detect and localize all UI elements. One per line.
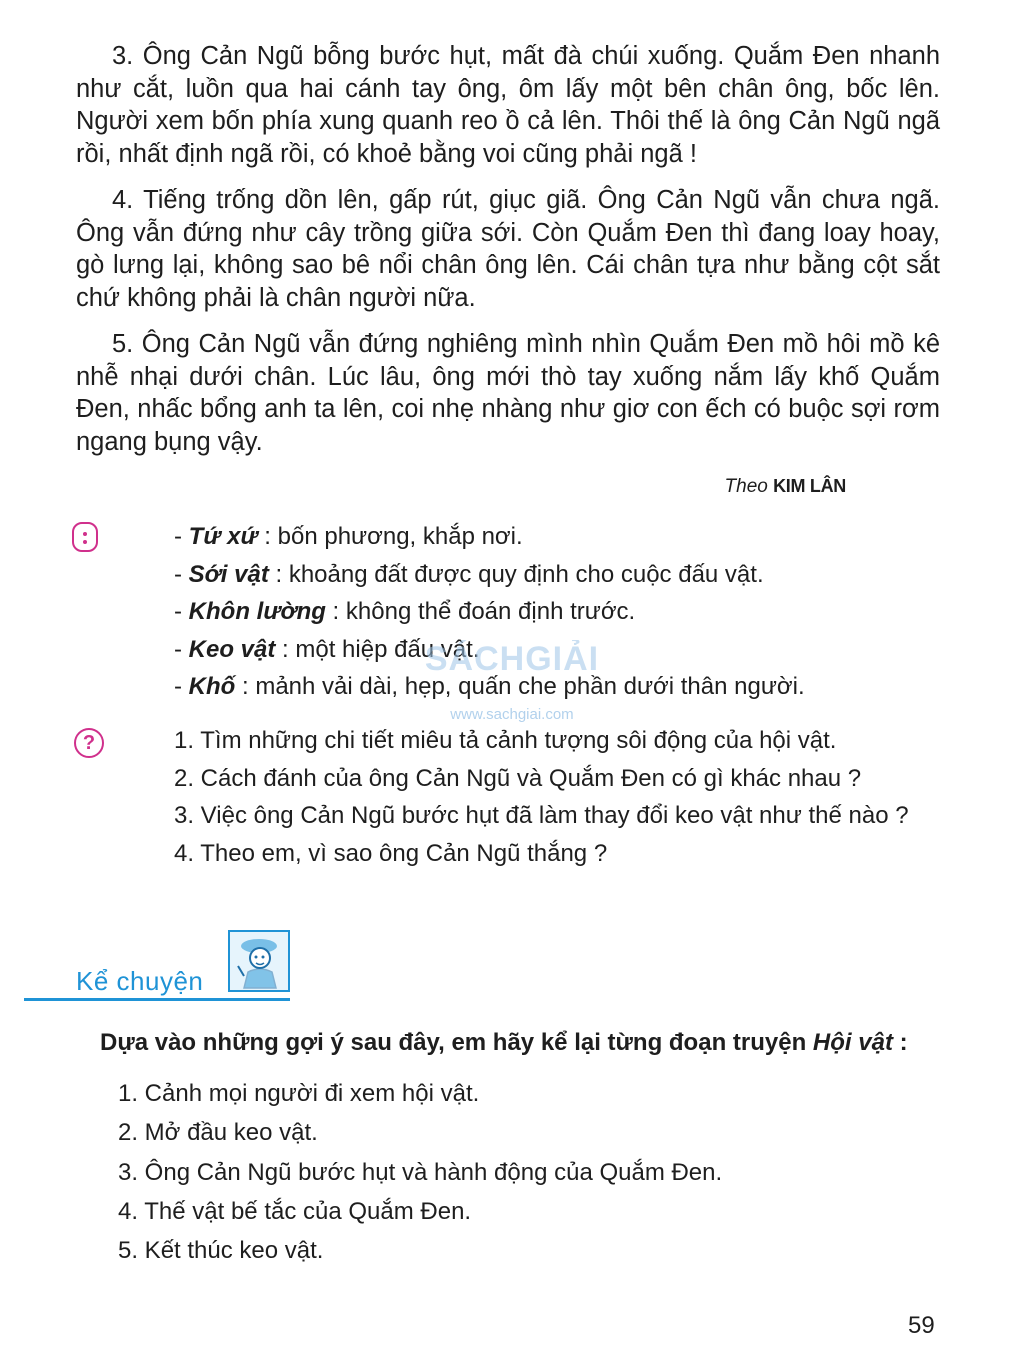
section-rule	[24, 998, 290, 1001]
glossary-definition: : không thể đoán định trước.	[325, 598, 636, 625]
retell-step: 4. Thế vật bế tắc của Quắm Đen.	[118, 1197, 472, 1225]
retell-step: 3. Ông Cản Ngũ bước hụt và hành động của Quắm Đen.	[118, 1158, 723, 1186]
instruction-suffix: :	[892, 1029, 908, 1056]
section-header	[24, 930, 294, 1004]
page-number: 59	[908, 1312, 935, 1339]
glossary-item: - Khố : mảnh vải dài, hẹp, quấn che phần dưới thân người.	[174, 673, 805, 700]
story-paragraph: 3. Ông Cản Ngũ bỗng bước hụt, mất đà chúi xuống. Quắm Đen nhanh như cắt, luồn qua hai cánh tay ông, ôm lấy một bên chân ông, bốc lên. Người xem bốn phía xung quanh reo ồ cả lên. Thôi thế là ông Cản Ngũ ngã rồi, nhất định ngã rồi, có khoẻ bằng voi cũng phải ngã !	[76, 42, 940, 168]
question-item: 3. Việc ông Cản Ngũ bước hụt đã làm thay đổi keo vật như thế nào ?	[174, 802, 909, 829]
instruction-story-title: Hội vật	[812, 1029, 893, 1056]
storyteller-illustration	[228, 930, 290, 992]
glossary-item: - Keo vật : một hiệp đấu vật.	[174, 635, 480, 663]
story-source	[600, 476, 846, 498]
source-author: KIM LÂN	[773, 476, 846, 496]
story-paragraph: 5. Ông Cản Ngũ vẫn đứng nghiêng mình nhìn Quắm Đen mồ hôi mồ kê nhễ nhại dưới chân. Lúc lâu, ông mới thò tay xuống nắm lấy khố Quắm Đen, nhấc bổng anh ta lên, coi nhẹ nhàng như giơ con ếch có buộc sợi rơm ngang bụng vậy.	[76, 330, 940, 456]
glossary-item: - Khôn lường : không thể đoán định trước.	[174, 598, 636, 625]
story-paragraph: 4. Tiếng trống dồn lên, gấp rút, giục giã. Ông Cản Ngũ vẫn chưa ngã. Ông vẫn đứng như cây trồng giữa sới. Còn Quắm Đen thì đang loay hoay, gò lưng lại, không sao bê nổi chân ông lên. Cái chân tựa như bằng cột sắt chứ không phải là chân người nữa.	[76, 186, 940, 312]
glossary-list	[174, 518, 934, 706]
section-title: Kể chuyện	[76, 966, 204, 996]
question-item: 4. Theo em, vì sao ông Cản Ngũ thắng ?	[174, 839, 608, 867]
instruction-prefix: Dựa vào những gợi ý sau đây, em hãy kể lại từng đoạn truyện	[100, 1029, 813, 1056]
story-text	[76, 40, 940, 472]
retell-step: 2. Mở đầu keo vật.	[118, 1119, 318, 1147]
question-item: 1. Tìm những chi tiết miêu tả cảnh tượng sôi động của hội vật.	[174, 727, 837, 754]
glossary-definition: : bốn phương, khắp nơi.	[257, 523, 523, 550]
glossary-definition: : một hiệp đấu vật.	[275, 635, 480, 663]
glossary-term: Keo vật	[188, 635, 276, 663]
glossary-term: Tứ xứ	[188, 523, 258, 550]
question-list	[174, 722, 954, 872]
glossary-item: - Tứ xứ : bốn phương, khắp nơi.	[174, 523, 523, 550]
source-prefix: Theo	[724, 476, 768, 497]
glossary-term: Sới vật	[188, 560, 269, 588]
glossary-term: Khôn lường	[188, 598, 326, 625]
storyteller-icon	[230, 932, 288, 990]
glossary-item: - Sới vật : khoảng đất được quy định cho cuộc đấu vật.	[174, 560, 764, 588]
retell-step: 5. Kết thúc keo vật.	[118, 1237, 324, 1265]
watermark-logo: SÁCHGIẢI	[424, 640, 600, 678]
question-icon: ?	[74, 728, 104, 758]
watermark-url: www.sachgiai.com	[450, 706, 574, 723]
glossary-term: Khố	[188, 673, 236, 700]
glossary-definition: : khoảng đất được quy định cho cuộc đấu vật.	[268, 560, 764, 588]
retell-steps	[118, 1074, 918, 1270]
colon-icon	[72, 522, 98, 552]
instruction-text	[100, 1026, 960, 1060]
retell-step: 1. Cảnh mọi người đi xem hội vật.	[118, 1080, 480, 1107]
glossary-definition: : mảnh vải dài, hẹp, quấn che phần dưới thân người.	[235, 673, 805, 700]
question-item: 2. Cách đánh của ông Cản Ngũ và Quắm Đen có gì khác nhau ?	[174, 764, 862, 792]
